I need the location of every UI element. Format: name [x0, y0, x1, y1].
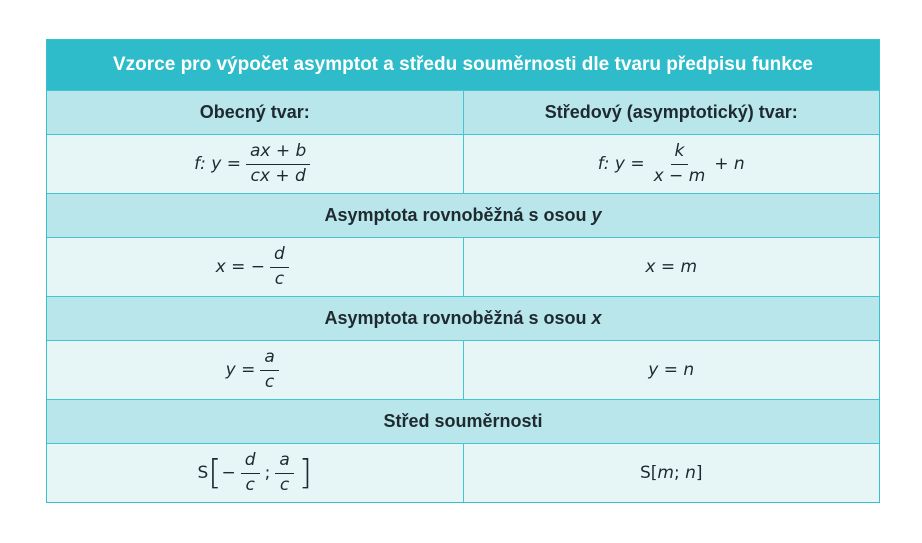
center-general-minus: −: [221, 463, 236, 483]
general-fraction: [246, 142, 310, 186]
center-numerator-2: a: [275, 451, 293, 474]
center-general-prefix: S: [197, 463, 209, 483]
center-denominator-1: c: [245, 474, 255, 495]
asymptote-x-general: [226, 348, 284, 392]
asymptote-x-centered-cell: [463, 341, 880, 399]
center-denominator-2: c: [279, 474, 290, 495]
center-centered-n: n: [685, 463, 696, 483]
asymptote-y-general: [216, 245, 294, 289]
band-asymptote-x: [47, 296, 879, 340]
asymptote-y-general-lhs: x = −: [215, 257, 266, 277]
asymptote-x-general-cell: [47, 341, 463, 399]
asymptote-y-numerator: d: [270, 245, 289, 268]
asymptote-y-centered: x = m: [645, 257, 698, 277]
general-numerator: ax + b: [246, 142, 310, 165]
center-centered-close: ]: [695, 463, 703, 483]
asymptote-x-denominator: c: [264, 371, 275, 392]
band-asymptote-y: [47, 193, 879, 237]
centered-formula-lhs: f: y =: [597, 154, 645, 174]
header-general-form: Obecný tvar:: [199, 102, 310, 122]
center-general-separator: ;: [264, 463, 271, 483]
center-centered: [640, 463, 703, 483]
formula-row: [47, 134, 879, 193]
centered-fraction: [650, 142, 710, 186]
center-general-close-bracket: ]: [298, 453, 313, 493]
header-centered-form: Středový (asymptotický) tvar:: [463, 91, 880, 134]
general-denominator: cx + d: [250, 165, 306, 186]
band-asymptote-x-var: x: [591, 308, 602, 328]
center-fraction-1: [241, 451, 260, 495]
centered-numerator: k: [671, 142, 689, 165]
band-asymptote-x-text: Asymptota rovnoběžná s osou: [324, 308, 592, 328]
asymptote-x-fraction: [260, 348, 278, 392]
centered-formula: [598, 142, 745, 186]
center-centered-cell: [463, 444, 880, 502]
center-centered-m: m: [657, 463, 674, 483]
asymptote-y-fraction: [270, 245, 289, 289]
asymptote-y-row: [47, 237, 879, 296]
center-numerator-1: d: [241, 451, 260, 474]
asymptote-x-general-lhs: y =: [225, 360, 256, 380]
general-formula: [194, 142, 315, 186]
centered-formula-tail: + n: [714, 154, 745, 174]
asymptote-x-centered: y = n: [648, 360, 695, 380]
center-general: [197, 451, 312, 495]
band-asymptote-y-var: y: [591, 205, 602, 225]
centered-denominator: x − m: [653, 165, 706, 186]
asymptote-x-row: [47, 340, 879, 399]
center-general-cell: [47, 444, 463, 502]
general-formula-cell: [47, 135, 463, 193]
table-title: Vzorce pro výpočet asymptot a středu souměrnosti dle tvaru předpisu funkce: [47, 40, 879, 90]
center-row: [47, 443, 879, 502]
formula-table: [46, 39, 880, 503]
asymptote-y-denominator: c: [274, 268, 285, 289]
center-general-open-bracket: [: [208, 453, 222, 493]
asymptote-y-general-cell: [47, 238, 463, 296]
band-center: Střed souměrnosti: [47, 399, 879, 443]
center-centered-separator: ;: [673, 463, 686, 483]
center-fraction-2: [275, 451, 293, 495]
general-formula-lhs: f: y =: [194, 154, 241, 174]
asymptote-y-centered-cell: [463, 238, 880, 296]
band-asymptote-y-text: Asymptota rovnoběžná s osou: [324, 205, 592, 225]
center-centered-prefix: S[: [639, 463, 658, 483]
asymptote-x-numerator: a: [260, 348, 278, 371]
centered-formula-cell: [463, 135, 880, 193]
header-row: [47, 90, 879, 134]
